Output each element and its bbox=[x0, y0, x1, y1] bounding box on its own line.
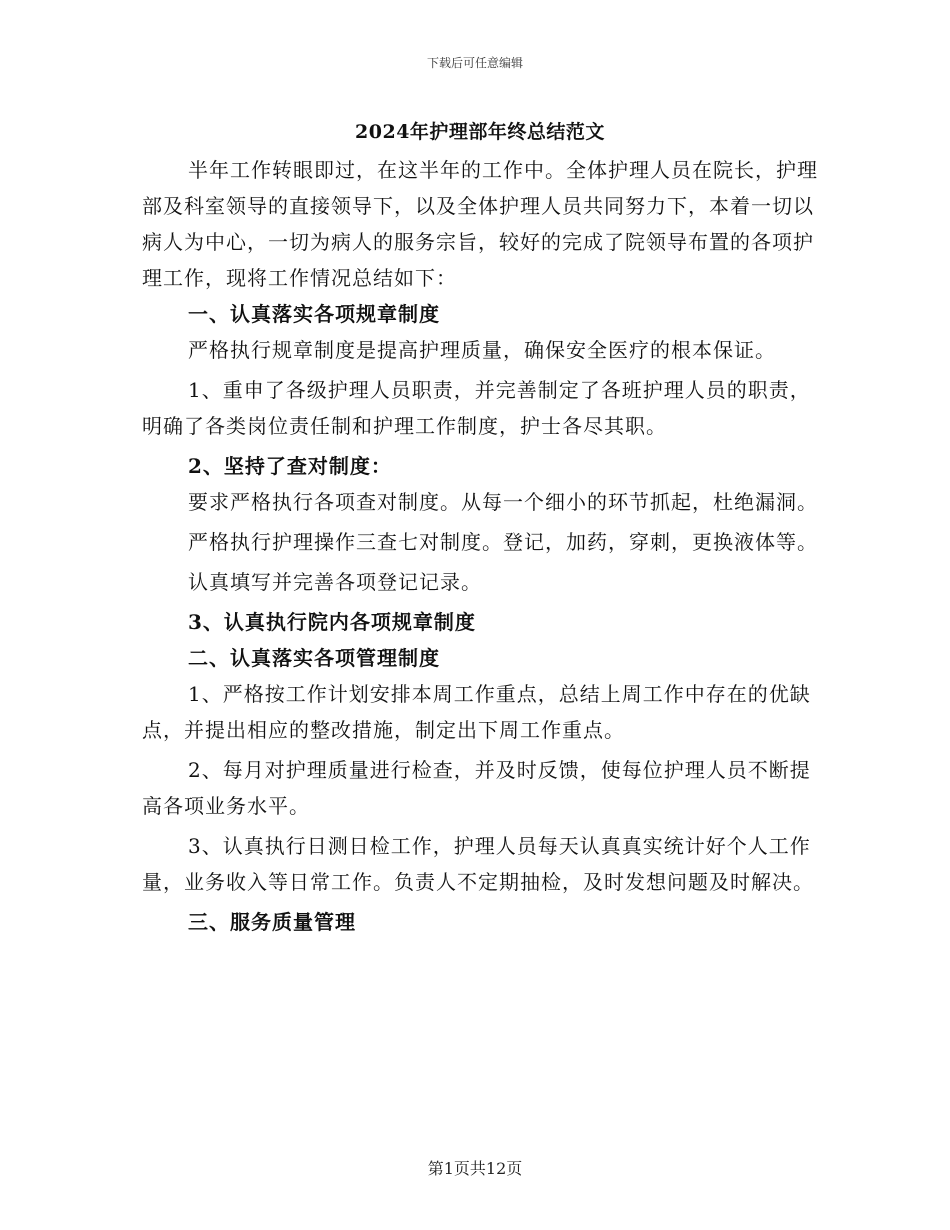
page-header: 下载后可任意编辑 bbox=[426, 56, 523, 70]
paragraph: 严格执行规章制度是提高护理质量，确保安全医疗的根本保证。 bbox=[188, 338, 776, 362]
section-heading-3: 三、服务质量管理 bbox=[188, 910, 356, 934]
paragraph: 2、每月对护理质量进行检查，并及时反馈，使每位护理人员不断提高各项业务水平。 bbox=[142, 758, 811, 818]
paragraph: 1、重申了各级护理人员职责，并完善制定了各班护理人员的职责，明确了各类岗位责任制和护理工作制度，护士各尽其职。 bbox=[142, 378, 811, 438]
subsection-heading: 2、坚持了查对制度： bbox=[188, 454, 392, 478]
section-heading-2: 二、认真落实各项管理制度 bbox=[188, 646, 440, 670]
section-heading-1: 一、认真落实各项规章制度 bbox=[188, 302, 440, 326]
paragraph: 严格执行护理操作三查七对制度。登记，加药，穿刺，更换液体等。 bbox=[188, 530, 818, 554]
paragraph: 1、严格按工作计划安排本周工作重点，总结上周工作中存在的优缺点，并提出相应的整改措施，制定出下周工作重点。 bbox=[142, 682, 811, 742]
paragraph-intro: 半年工作转眼即过，在这半年的工作中。全体护理人员在院长，护理部及科室领导的直接领导下，以及全体护理人员共同努力下，本着一切以病人为中心，一切为病人的服务宗旨，较好的完成了院领导布置的各项护理工作，现将工作情况总结如下： bbox=[142, 158, 818, 290]
paragraph: 要求严格执行各项查对制度。从每一个细小的环节抓起，杜绝漏洞。 bbox=[188, 490, 818, 514]
paragraph: 认真填写并完善各项登记记录。 bbox=[188, 570, 482, 594]
paragraph: 3、认真执行日测日检工作，护理人员每天认真真实统计好个人工作量，业务收入等日常工作。负责人不定期抽检，及时发想问题及时解决。 bbox=[142, 834, 814, 894]
document-body bbox=[142, 114, 818, 940]
page-footer: 第1页共12页 bbox=[427, 1159, 523, 1178]
document-title: 2024年护理部年终总结范文 bbox=[355, 121, 605, 143]
subsection-heading: 3、认真执行院内各项规章制度 bbox=[188, 610, 476, 634]
